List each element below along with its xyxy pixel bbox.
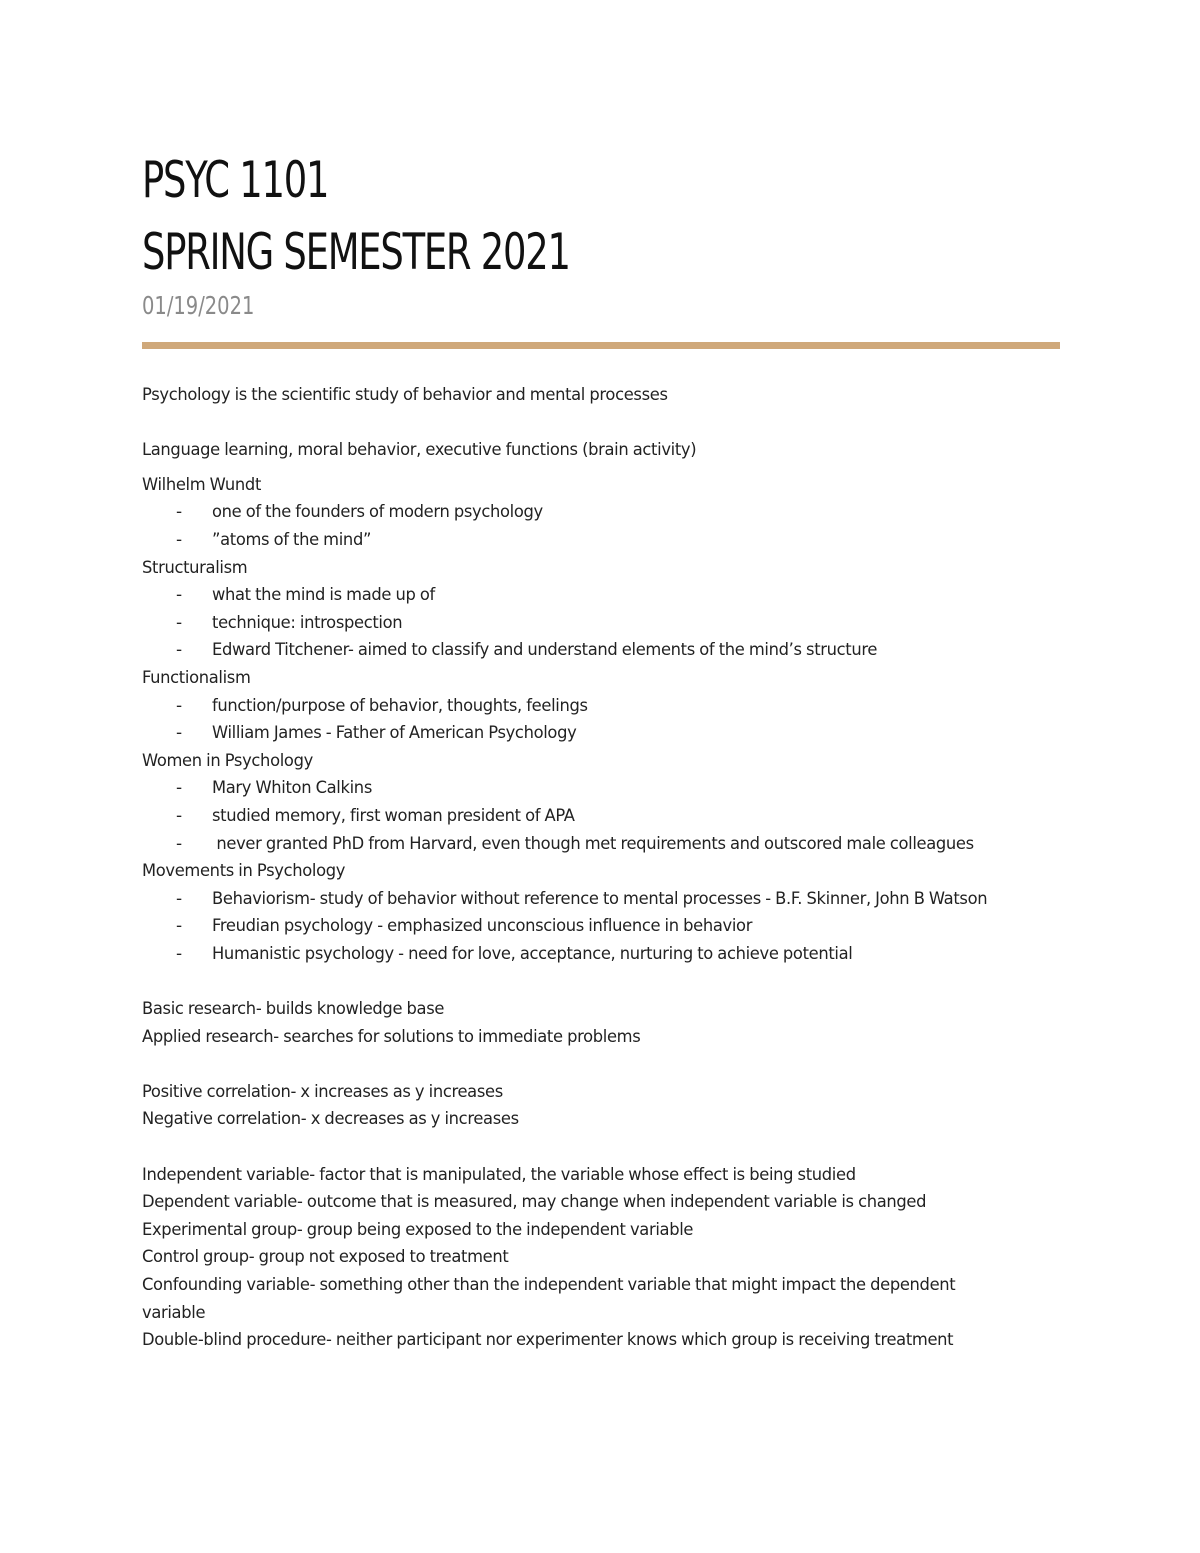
document-page	[142, 140, 1060, 1355]
bullet-text: never granted PhD from Harvard, even though met requirements and outscored male colleagues	[212, 833, 974, 854]
bullet-text: ”atoms of the mind”	[212, 529, 372, 550]
bullet-text: studied memory, first woman president of APA	[212, 805, 575, 826]
notes-body	[142, 382, 1060, 1355]
section-heading-structuralism: Structuralism	[142, 557, 248, 578]
bullet-text: Mary Whiton Calkins	[212, 778, 372, 799]
variable-line: Confounding variable- something other than the independent variable that might impact the dependent variable	[142, 1275, 956, 1323]
bullet-dash: -	[176, 723, 182, 744]
bullet-text: Humanistic psychology - need for love, acceptance, nurturing to achieve potential	[212, 943, 853, 964]
correlation-line: Positive correlation- x increases as y increases	[142, 1081, 503, 1102]
bullet-dash: -	[176, 612, 182, 633]
bullet-text: Edward Titchener- aimed to classify and understand elements of the mind’s structure	[212, 640, 878, 661]
bullet-item	[142, 720, 1060, 748]
bullet-text: Behaviorism- study of behavior without reference to mental processes - B.F. Skinner, John B Watson	[212, 888, 988, 909]
bullet-dash: -	[176, 529, 182, 550]
semester-title: SPRING SEMESTER 2021	[142, 223, 570, 281]
blank-line	[142, 1051, 1060, 1079]
lecture-date: 01/19/2021	[142, 291, 255, 320]
bullet-dash: -	[176, 502, 182, 523]
variable-line: Double-blind procedure- neither participant nor experimenter knows which group is receiving treatment	[142, 1330, 954, 1351]
blank-line	[142, 1134, 1060, 1162]
bullet-dash: -	[176, 585, 182, 606]
bullet-dash: -	[176, 778, 182, 799]
bullet-text: Freudian psychology - emphasized unconscious influence in behavior	[212, 916, 753, 937]
bullet-text: function/purpose of behavior, thoughts, feelings	[212, 695, 588, 716]
research-line: Basic research- builds knowledge base	[142, 999, 445, 1020]
bullet-dash: -	[176, 916, 182, 937]
bullet-item	[142, 803, 1060, 831]
bullet-dash: -	[176, 833, 182, 854]
bullet-dash: -	[176, 695, 182, 716]
correlation-line: Negative correlation- x decreases as y increases	[142, 1109, 519, 1130]
section-heading-women: Women in Psychology	[142, 750, 313, 771]
bullet-item	[142, 499, 1060, 527]
bullet-text: William James - Father of American Psychology	[212, 723, 577, 744]
definition-line: Psychology is the scientific study of behavior and mental processes	[142, 385, 668, 405]
blank-line	[142, 410, 1060, 438]
bullet-dash: -	[176, 888, 182, 909]
bullet-item	[142, 610, 1060, 638]
bullet-item	[142, 527, 1060, 555]
variable-line: Control group- group not exposed to treatment	[142, 1247, 509, 1268]
bullet-text: what the mind is made up of	[212, 585, 435, 606]
variable-line: Experimental group- group being exposed to the independent variable	[142, 1219, 694, 1240]
bullet-dash: -	[176, 640, 182, 661]
blank-line	[142, 968, 1060, 996]
bullet-item	[142, 775, 1060, 803]
bullet-text: one of the founders of modern psychology	[212, 502, 543, 523]
section-heading-functionalism: Functionalism	[142, 667, 251, 688]
variable-line: Independent variable- factor that is manipulated, the variable whose effect is being studied	[142, 1164, 856, 1185]
header-divider	[142, 342, 1060, 349]
bullet-dash: -	[176, 805, 182, 826]
variable-line: Dependent variable- outcome that is measured, may change when independent variable is changed	[142, 1192, 927, 1213]
bullet-item	[142, 693, 1060, 721]
bullet-text: technique: introspection	[212, 612, 403, 633]
bullet-item	[142, 886, 1060, 914]
bullet-item	[142, 941, 1060, 969]
bullet-dash: -	[176, 943, 182, 964]
section-heading-movements: Movements in Psychology	[142, 861, 346, 882]
topics-line: Language learning, moral behavior, executive functions (brain activity)	[142, 440, 697, 461]
bullet-item	[142, 582, 1060, 610]
section-heading-wundt: Wilhelm Wundt	[142, 474, 262, 495]
course-title: PSYC 1101	[142, 151, 329, 209]
bullet-item	[142, 831, 1060, 859]
research-line: Applied research- searches for solutions to immediate problems	[142, 1026, 641, 1047]
bullet-item	[142, 913, 1060, 941]
bullet-item	[142, 637, 1060, 665]
